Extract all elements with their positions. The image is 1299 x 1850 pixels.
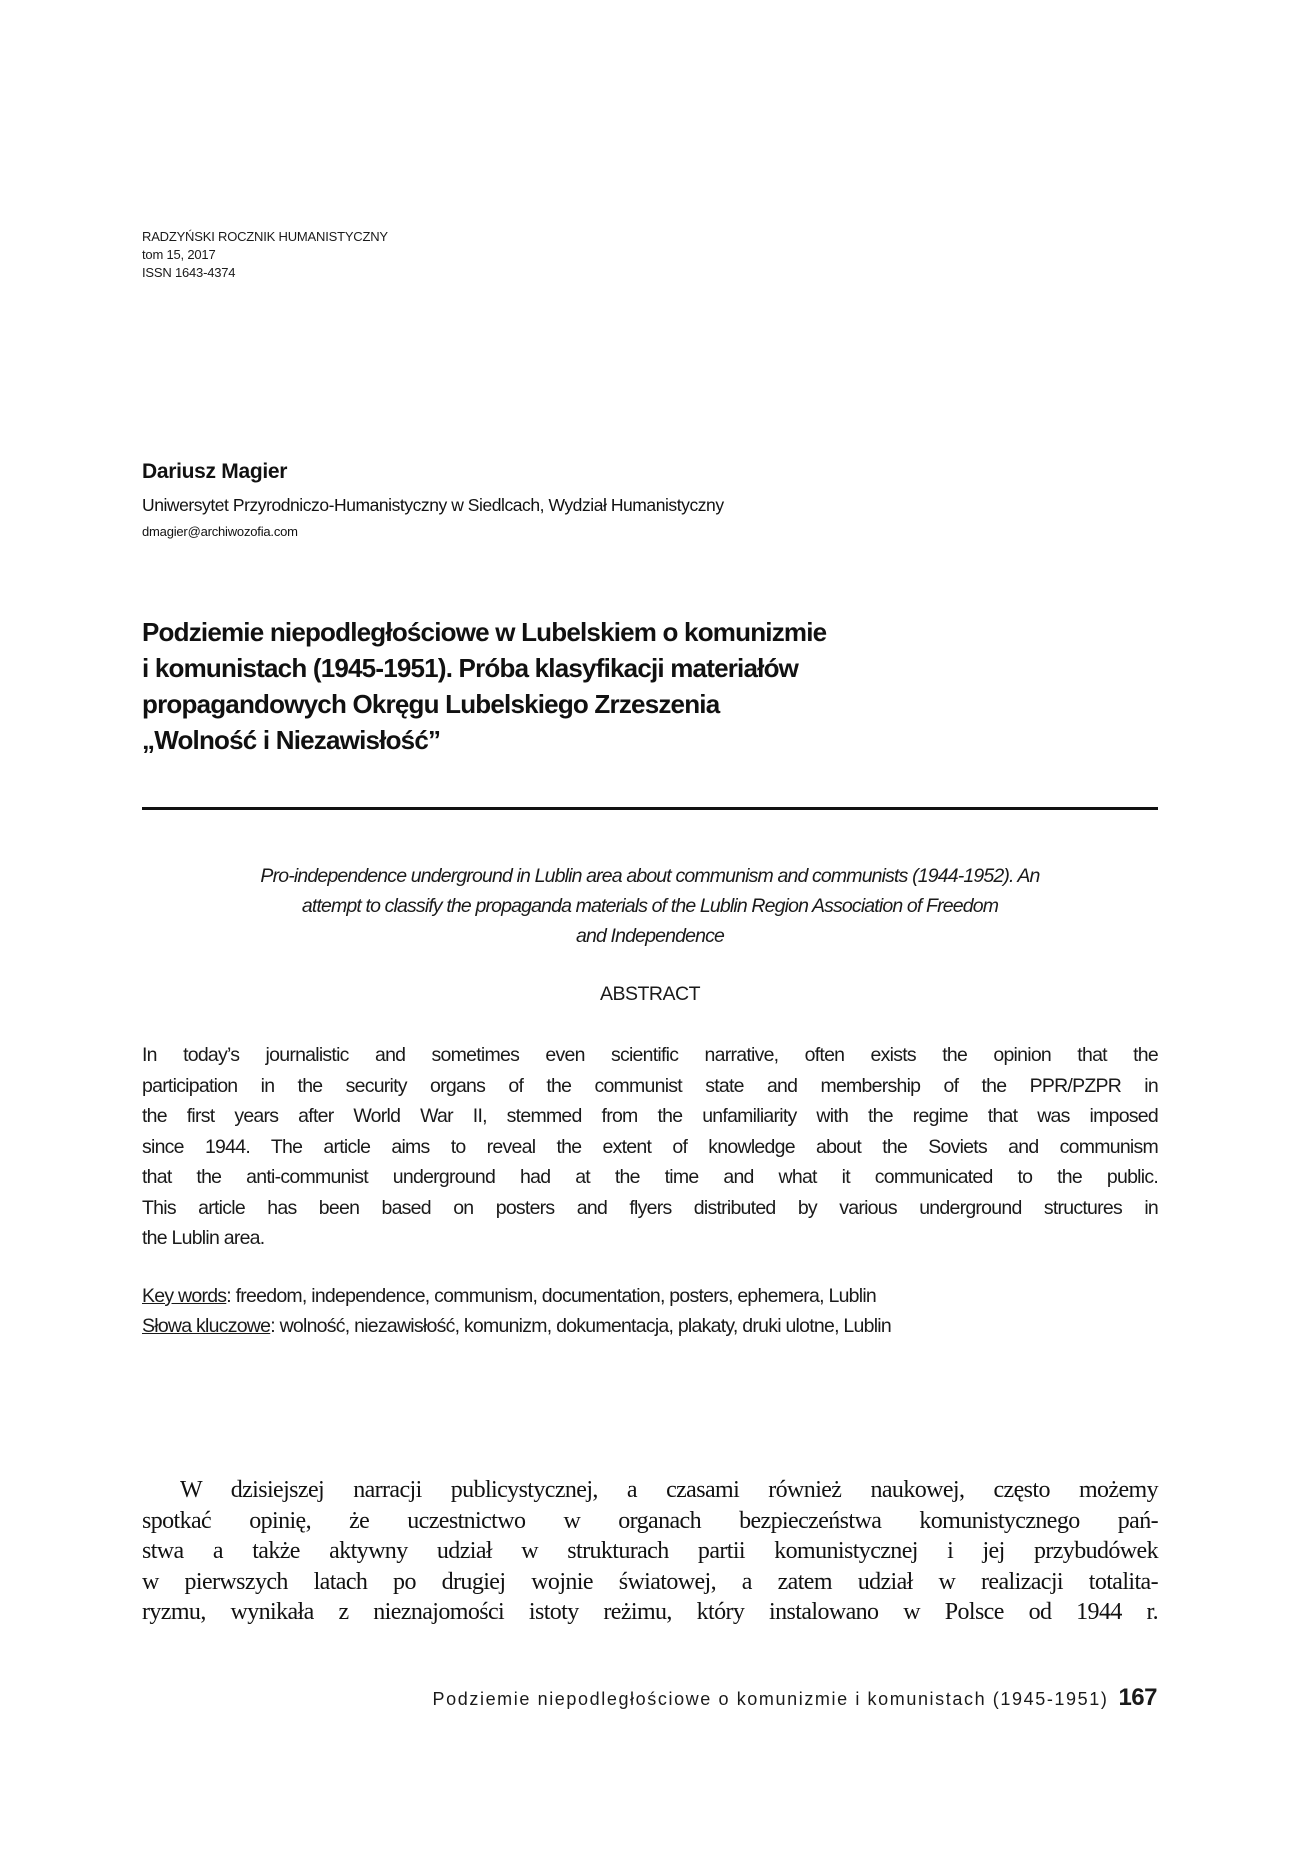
journal-issn: ISSN 1643-4374 xyxy=(142,265,236,280)
body-line: W dzisiejszej narracji publicystycznej, a czasami również naukowej, często możemy xyxy=(180,1477,1158,1503)
english-title xyxy=(142,861,1158,951)
title-line: „Wolność i Niezawisłość” xyxy=(142,725,441,755)
keywords-english xyxy=(142,1281,1158,1311)
english-title-line: attempt to classify the propaganda materials of the Lublin Region Association of Freedom xyxy=(301,895,999,917)
journal-header xyxy=(142,228,388,282)
abstract-line: participation in the security organs of the communist state and membership of the PPR/PZPR in xyxy=(142,1074,1158,1097)
keywords-polish-value: : wolność, niezawisłość, komunizm, dokumentacja, plakaty, druki ulotne, Lublin xyxy=(270,1315,891,1337)
keywords-english-label: Key words xyxy=(142,1285,227,1307)
abstract-line: the Lublin area. xyxy=(142,1227,265,1249)
journal-volume: tom 15, 2017 xyxy=(142,247,216,262)
abstract-line: since 1944. The article aims to reveal the extent of knowledge about the Soviets and communism xyxy=(142,1135,1158,1158)
page-number: 167 xyxy=(1118,1684,1157,1711)
running-title: Podziemie niepodległościowe o komunizmie i komunistach (1945-1951) xyxy=(432,1689,1109,1709)
running-footer xyxy=(433,1685,1157,1713)
body-line: stwa a także aktywny udział w strukturach partii komunistycznej i jej przybudówek xyxy=(142,1538,1158,1564)
abstract-line: the first years after World War II, stemmed from the unfamiliarity with the regime that was imposed xyxy=(142,1105,1158,1127)
keywords-polish xyxy=(142,1311,1158,1341)
title-line: propagandowych Okręgu Lubelskiego Zrzeszenia xyxy=(142,689,720,719)
journal-name: RADZYŃSKI ROCZNIK HUMANISTYCZNY xyxy=(142,229,388,244)
article-title xyxy=(142,614,1042,758)
keywords-block xyxy=(142,1281,1158,1341)
abstract-line: In today’s journalistic and sometimes even scientific narrative, often exists the opinion that the xyxy=(142,1044,1158,1066)
abstract-heading: ABSTRACT xyxy=(599,983,700,1005)
english-title-line: Pro-independence underground in Lublin area about communism and communists (1944-1952). An xyxy=(260,865,1040,887)
abstract-text xyxy=(142,1040,1158,1254)
body-line: spotkać opinię, że uczestnictwo w organach bezpieczeństwa komunistycznego pań- xyxy=(142,1507,1158,1534)
title-line: i komunistach (1945-1951). Próba klasyfikacji materiałów xyxy=(142,653,799,683)
author-name: Dariusz Magier xyxy=(142,460,288,483)
title-divider xyxy=(142,807,1158,810)
body-line: w pierwszych latach po drugiej wojnie światowej, a zatem udział w realizacji totalita- xyxy=(142,1568,1158,1595)
keywords-english-value: : freedom, independence, communism, documentation, posters, ephemera, Lublin xyxy=(226,1285,877,1307)
author-affiliation: Uniwersytet Przyrodniczo-Humanistyczny w Siedlcach, Wydział Humanistyczny xyxy=(142,495,724,515)
body-paragraph xyxy=(142,1475,1158,1628)
english-title-line: and Independence xyxy=(576,925,724,947)
title-line: Podziemie niepodległościowe w Lubelskiem o komunizmie xyxy=(142,617,827,647)
abstract-line: that the anti-communist underground had at the time and what it communicated to the public. xyxy=(142,1166,1158,1188)
abstract-line: This article has been based on posters and flyers distributed by various underground structures in xyxy=(142,1196,1158,1219)
keywords-polish-label: Słowa kluczowe xyxy=(142,1315,271,1337)
body-line: ryzmu, wynikała z nieznajomości istoty reżimu, który instalowano w Polsce od 1944 r. xyxy=(142,1599,1158,1625)
author-email: dmagier@archiwozofia.com xyxy=(142,524,298,539)
